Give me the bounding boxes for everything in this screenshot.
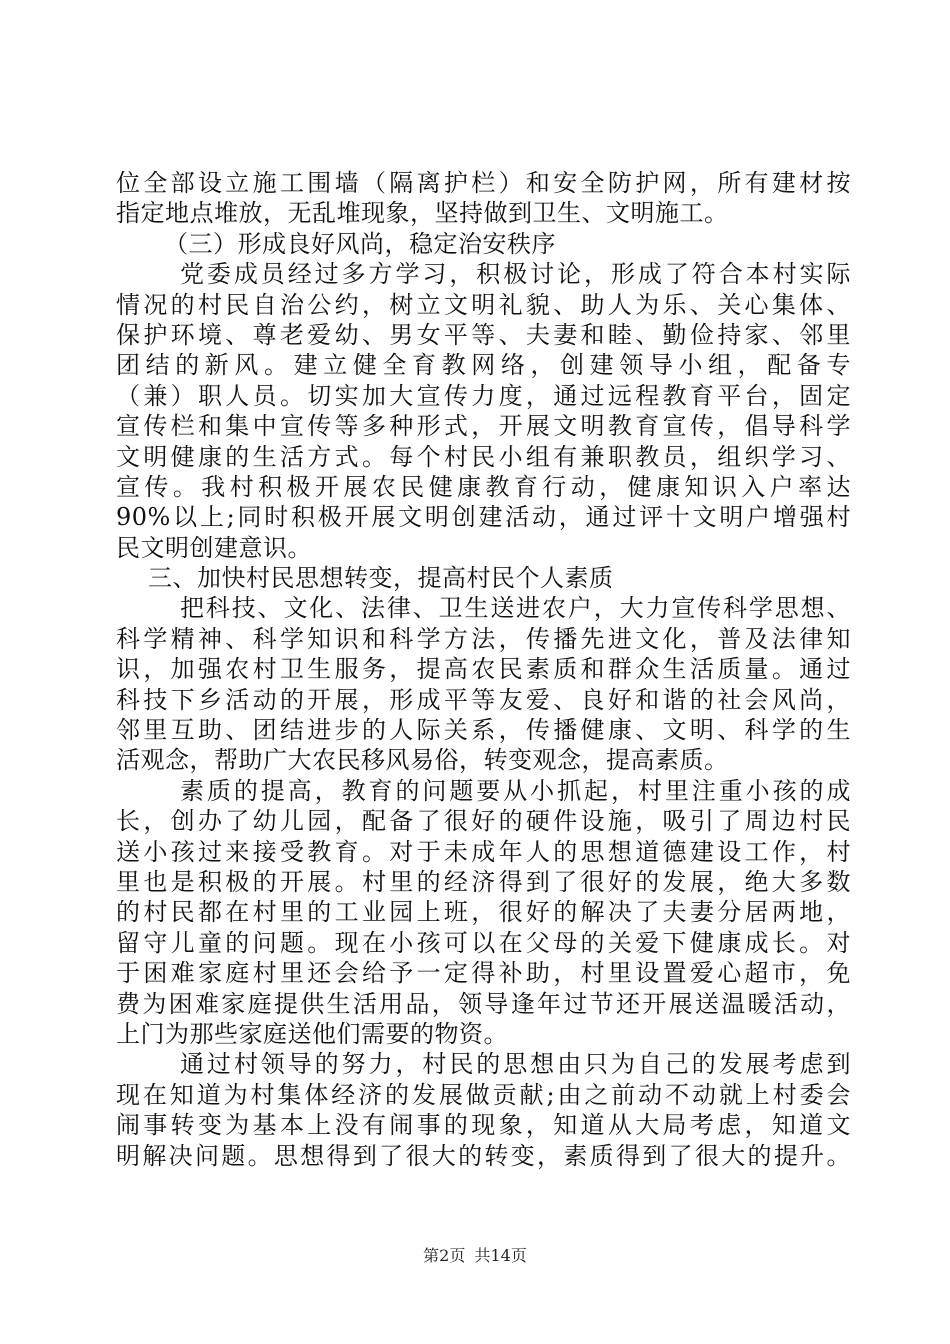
text-line: 90%以上;同时积极开展文明创建活动，通过评十文明户增强村 [116,503,851,532]
text-line: 位全部设立施工围墙（隔离护栏）和安全防护网，所有建材按 [116,169,851,197]
text-line: 指定地点堆放，无乱堆现象，坚持做到卫生、文明施工。 [116,199,729,228]
text-line: 活观念，帮助广大农民移风易俗，转变观念，提高素质。 [116,746,729,775]
text-line: 宣传栏和集中宣传等多种形式，开展文明教育宣传，倡导科学 [116,412,851,441]
text-line: 于困难家庭村里还会给予一定得补助，村里设置爱心超市，免 [116,959,851,988]
text-line: 识，加强农村卫生服务，提高农民素质和群众生活质量。通过 [116,655,851,684]
text-line: 科学精神、科学知识和科学方法，传播先进文化，普及法律知 [116,624,851,653]
text-line: 送小孩过来接受教育。对于未成年人的思想道德建设工作，村 [116,837,851,866]
text-line: 邻里互助、团结进步的人际关系，传播健康、文明、科学的生 [116,716,851,745]
page-total: 共14页 [474,1246,527,1265]
text-line: 明解决问题。思想得到了很大的转变，素质得到了很大的提升。 [116,1141,851,1170]
text-line: 素质的提高，教育的问题要从小抓起，村里注重小孩的成 [180,776,851,805]
text-line: 保护环境、尊老爱幼、男女平等、夫妻和睦、勤俭持家、邻里 [116,320,851,349]
text-line: 的村民都在村里的工业园上班，很好的解决了夫妻分居两地， [116,898,851,927]
text-line: 长，创办了幼儿园，配备了很好的硬件设施，吸引了周边村民 [116,807,851,836]
section-heading: 三、加快村民思想转变，提高村民个人素质 [148,564,614,593]
text-line: 科技下乡活动的开展，形成平等友爱、良好和谐的社会风尚， [116,685,851,714]
text-line: 里也是积极的开展。村里的经济得到了很好的发展，绝大多数 [116,867,851,896]
section-heading: （三）形成良好风尚，稳定治安秩序 [164,229,556,258]
text-line: 现在知道为村集体经济的发展做贡献;由之前动不动就上村委会 [116,1080,851,1109]
text-line: 情况的村民自治公约，树立文明礼貌、助人为乐、关心集体、 [116,290,851,319]
text-line: 把科技、文化、法律、卫生送进农户，大力宣传科学思想、 [180,594,851,623]
text-line: 宣传。我村积极开展农民健康教育行动，健康知识入户率达 [116,472,851,501]
page-footer [0,1246,950,1266]
text-line: 团结的新风。建立健全育教网络，创建领导小组，配备专 [116,351,851,380]
text-line: （兼）职人员。切实加大宣传力度，通过远程教育平台，固定 [116,381,851,410]
text-line: 留守儿童的问题。现在小孩可以在父母的关爱下健康成长。对 [116,928,851,957]
text-line: 党委成员经过多方学习，积极讨论，形成了符合本村实际 [180,260,851,289]
text-line: 费为困难家庭提供生活用品，领导逢年过节还开展送温暖活动， [116,989,851,1018]
text-line: 民文明创建意识。 [116,533,312,562]
text-line: 通过村领导的努力，村民的思想由只为自己的发展考虑到 [180,1050,851,1079]
document-body [116,168,851,1171]
text-line: 文明健康的生活方式。每个村民小组有兼职教员，组织学习、 [116,442,851,471]
text-line: 上门为那些家庭送他们需要的物资。 [116,1019,508,1048]
text-line: 闹事转变为基本上没有闹事的现象，知道从大局考虑，知道文 [116,1111,851,1140]
page-number: 第2页 [423,1246,466,1265]
